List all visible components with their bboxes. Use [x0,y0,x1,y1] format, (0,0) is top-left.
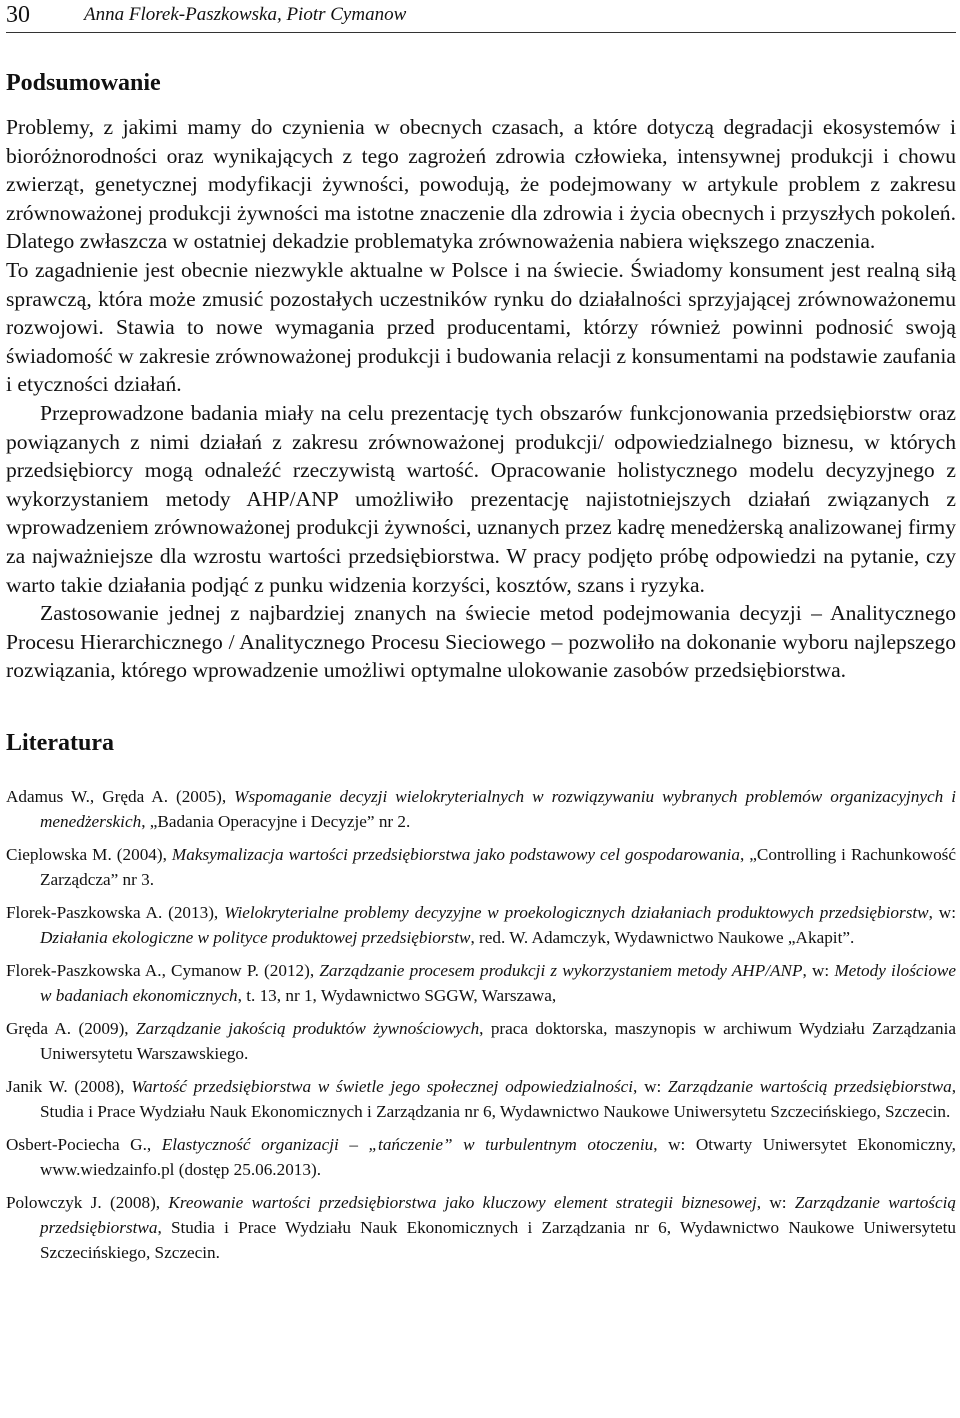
ref-authors: Polowczyk J. (2008), [6,1192,169,1212]
ref-authors: Florek-Paszkowska A., Cymanow P. (2012), [6,960,320,980]
summary-body [6,113,956,685]
reference-item [6,1132,956,1182]
ref-connector: , w: [756,1192,795,1212]
ref-title: Wspomaganie decyzji wielokryterialnych w rozwiązywaniu wybranych problemów organizacyjnych i menedżerskich [40,786,956,831]
ref-rest: , w: Otwarty Uniwersytet Ekonomiczny, www.wiedzainfo.pl (dostęp 25.06.2013). [40,1134,956,1179]
ref-rest: , Studia i Prace Wydziału Nauk Ekonomicznych i Zarządzania nr 6, Wydawnictwo Naukowe Uniwersytetu Szczecińskiego, Szczecin. [40,1076,956,1121]
ref-title: Elastyczność organizacji – „tańczenie” w turbulentnym otoczeniu [161,1134,654,1154]
summary-heading: Podsumowanie [6,70,161,96]
ref-rest: , Studia i Prace Wydziału Nauk Ekonomicznych i Zarządzania nr 6, Wydawnictwo Naukowe Uniwersytetu Szczecińskiego, Szczecin. [40,1217,956,1262]
summary-paragraph: Problemy, z jakimi mamy do czynienia w obecnych czasach, a które dotyczą degradacji ekosystemów i bioróżnorodności oraz wynikających z tego zagrożeń zdrowia człowieka, intensywnej produkcji i chowu zwierząt, genetycznej modyfikacji żywności, powodują, że podejmowany w artykule problem z zakresu zrównoważonej produkcji żywności ma istotne znaczenie dla zdrowia i życia obecnych i przyszłych pokoleń. Dlatego zwłaszcza w ostatniej dekadzie problematyka zrównoważenia nabiera większego znaczenia. [6,115,956,254]
ref-title: Wielokryterialne problemy decyzyjne w proekologicznych działaniach produktowych przedsiębiorstw [224,902,929,922]
reference-item [6,958,956,1008]
ref-authors: Florek-Paszkowska A. (2013), [6,902,225,922]
summary-paragraph: Zastosowanie jednej z najbardziej znanych na świecie metod podejmowania decyzji – Analitycznego Procesu Hierarchicznego / Analitycznego Procesu Sieciowego – pozwoliło na dokonanie wyboru najlepszego rozwiązania, którego wprowadzenie umożliwi optymalne ulokowanie zasobów przedsiębiorstwa. [6,601,956,683]
reference-list [6,784,956,1265]
ref-connector: , w: [633,1076,668,1096]
ref-rest: , t. 13, nr 1, Wydawnictwo SGGW, Warszawa, [237,985,557,1005]
ref-authors: Adamus W., Gręda A. (2005), [6,786,235,806]
ref-title: Zarządzanie procesem produkcji z wykorzystaniem metody AHP/ANP [319,960,803,980]
reference-item [6,842,956,892]
ref-rest: , praca doktorska, maszynopis w archiwum Wydziału Zarządzania Uniwersytetu Warszawskiego. [40,1018,956,1063]
summary-paragraph: To zagadnienie jest obecnie niezwykle aktualne w Polsce i na świecie. Świadomy konsument jest realną siłą sprawczą, która może zmusić pozostałych uczestników rynku do działalności sprzyjającej zrównoważonemu rozwojowi. Stawia to nowe wymagania przed producentami, którzy również powinni podnosić swoją świadomość w zakresie zrównoważonej produkcji i budowania relacji z konsumentami na podstawie zaufania i etyczności działań. [6,257,956,397]
reference-item [6,1074,956,1124]
ref-authors: Osbert-Pociecha G., [6,1134,162,1154]
ref-connector: , w: [802,960,835,980]
ref-title: Maksymalizacja wartości przedsiębiorstwa jako podstawowy cel gospodarowania [171,844,740,864]
ref-rest: , „Badania Operacyjne i Decyzje” nr 2. [141,811,411,831]
ref-authors: Janik W. (2008), [6,1076,132,1096]
page-number: 30 [6,2,30,28]
ref-authors: Gręda A. (2009), [6,1018,136,1038]
ref-title: Wartość przedsiębiorstwa w świetle jego społecznej odpowiedzialności [131,1076,634,1096]
reference-item [6,1190,956,1265]
ref-source: Działania ekologiczne w polityce produktowej przedsiębiorstw [40,927,471,947]
ref-source: Zarządzanie wartością przedsiębiorstwa [667,1076,952,1096]
ref-title: Kreowanie wartości przedsiębiorstwa jako kluczowy element strategii biznesowej [168,1192,757,1212]
ref-connector: , w: [928,902,956,922]
reference-item [6,1016,956,1066]
ref-title: Zarządzanie jakością produktów żywnościowych [135,1018,480,1038]
ref-source: Metody ilościowe w badaniach ekonomicznych [40,960,956,1005]
running-head: Anna Florek-Paszkowska, Piotr Cymanow [84,4,407,25]
ref-authors: Cieplowska M. (2004), [6,844,172,864]
reference-item [6,784,956,834]
ref-source: Zarządzanie wartością przedsiębiorstwa [40,1192,956,1237]
ref-rest: , red. W. Adamczyk, Wydawnictwo Naukowe „Akapit”. [470,927,855,947]
literature-heading: Literatura [6,729,114,756]
ref-rest: , „Controlling i Rachunkowość Zarządcza” nr 3. [40,844,956,889]
summary-paragraph: Przeprowadzone badania miały na celu prezentację tych obszarów funkcjonowania przedsiębiorstw oraz powiązanych z nimi działań z zakresu zrównoważonej produkcji/ odpowiedzialnego biznesu, w których przedsiębiorcy mogą odnaleźć rzeczywistą wartość. Opracowanie holistycznego modelu decyzyjnego z wykorzystaniem metody AHP/ANP umożliwiło prezentację najistotniejszych działań związanych z wprowadzeniem zrównoważonej produkcji żywności, uznanych przez kadrę menedżerską analizowanej firmy za najważniejsze dla wzrostu wartości przedsiębiorstwa. W pracy podjęto próbę odpowiedzi na pytanie, czy warto takie działania podjąć z punku widzenia korzyści, kosztów, szans i ryzyka. [6,400,956,597]
reference-item [6,900,956,950]
page-header [6,0,956,33]
